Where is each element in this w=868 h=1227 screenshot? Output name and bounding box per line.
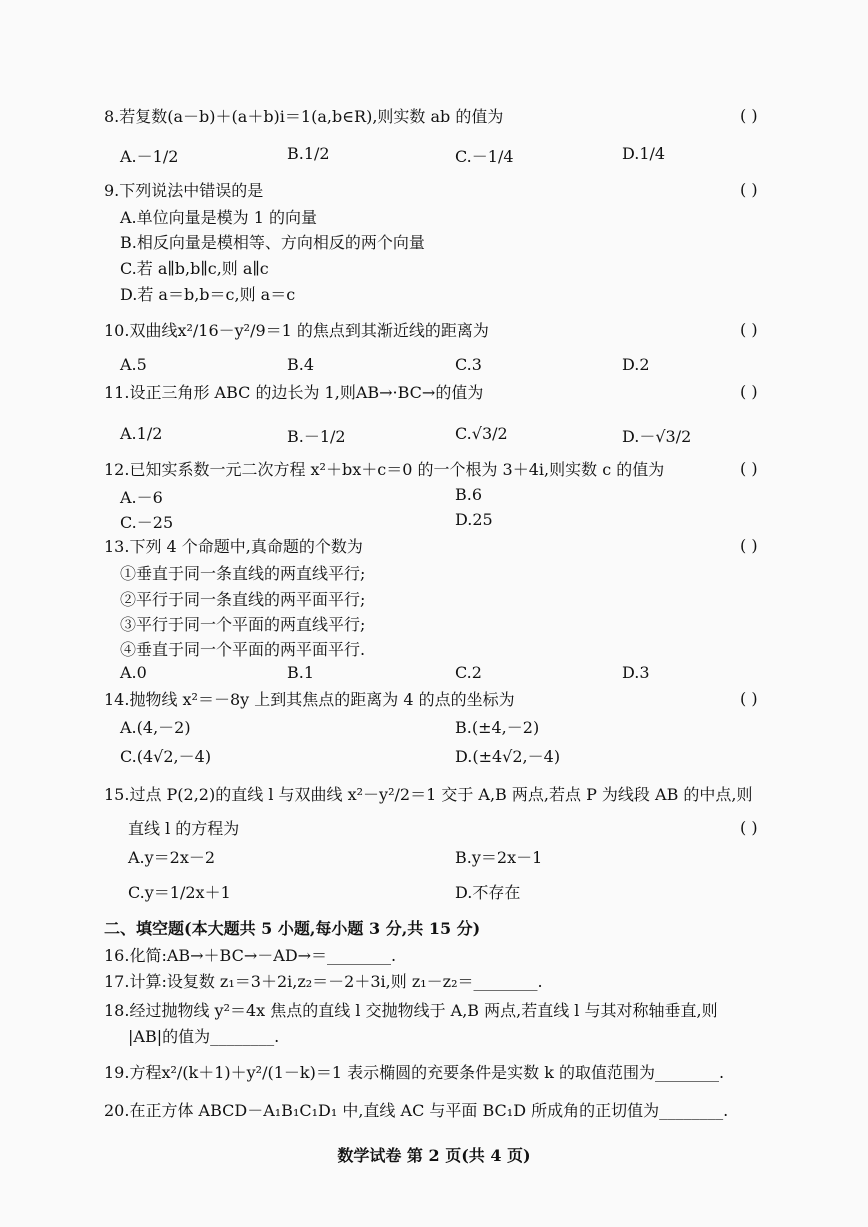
question-12-answer-paren: ( ) [740,459,758,478]
question-13-option-d: D.3 [622,663,650,682]
question-9-option-b: B.相反向量是模相等、方向相反的两个向量 [120,233,425,252]
question-14-option-b: B.(±4,－2) [455,718,540,737]
question-13-item-1: ①垂直于同一条直线的两直线平行; [120,564,366,583]
question-18-continued: |AB|的值为________. [128,1027,280,1046]
question-13-answer-paren: ( ) [740,536,758,555]
question-11-stem: 11.设正三角形 ABC 的边长为 1,则AB→·BC→的值为 [104,383,484,402]
question-15-stem: 15.过点 P(2,2)的直线 l 与双曲线 x²－y²/2＝1 交于 A,B 两点,若点 P 为线段 AB 的中点,则 [104,785,753,804]
question-13-option-c: C.2 [455,663,482,682]
question-15-option-b: B.y＝2x－1 [455,848,543,867]
question-9-option-d: D.若 a＝b,b＝c,则 a＝c [120,285,296,304]
question-9-stem: 9.下列说法中错误的是 [104,181,264,200]
question-13-option-b: B.1 [287,663,315,682]
question-12-option-d: D.25 [455,510,493,529]
question-9-answer-paren: ( ) [740,180,758,199]
question-8-answer-paren: ( ) [740,106,758,125]
question-11-option-d: D.－√3/2 [622,427,692,446]
question-8-option-b: B.1/2 [287,144,330,163]
question-10-stem: 10.双曲线x²/16－y²/9＝1 的焦点到其渐近线的距离为 [104,321,489,340]
question-13-item-2: ②平行于同一条直线的两平面平行; [120,590,366,609]
question-12-option-a: A.－6 [120,488,163,507]
question-14-option-a: A.(4,－2) [120,718,191,737]
page-footer: 数学试卷 第 2 页(共 4 页) [337,1146,531,1165]
question-20: 20.在正方体 ABCD－A₁B₁C₁D₁ 中,直线 AC 与平面 BC₁D 所成角的正切值为________. [104,1101,729,1120]
question-10-option-b: B.4 [287,355,315,374]
question-15-option-d: D.不存在 [455,883,521,902]
question-13-item-3: ③平行于同一个平面的两直线平行; [120,615,366,634]
question-11-answer-paren: ( ) [740,382,758,401]
question-14-option-d: D.(±4√2,－4) [455,747,561,766]
question-12-option-c: C.－25 [120,513,174,532]
question-10-option-d: D.2 [622,355,650,374]
question-10-option-a: A.5 [120,355,147,374]
question-8-stem: 8.若复数(a－b)＋(a＋b)i＝1(a,b∈R),则实数 ab 的值为 [104,107,504,126]
question-9-option-a: A.单位向量是模为 1 的向量 [120,208,317,227]
question-18: 18.经过抛物线 y²＝4x 焦点的直线 l 交抛物线于 A,B 两点,若直线 l 与其对称轴垂直,则 [104,1001,718,1020]
question-8-option-c: C.－1/4 [455,147,514,166]
question-11-option-c: C.√3/2 [455,424,508,443]
question-12-option-b: B.6 [455,485,483,504]
question-14-option-c: C.(4√2,－4) [120,747,212,766]
question-16: 16.化简:AB→＋BC→－AD→＝________. [104,946,397,965]
question-17: 17.计算:设复数 z₁＝3＋2i,z₂＝－2＋3i,则 z₁－z₂＝________. [104,972,543,991]
question-14-answer-paren: ( ) [740,689,758,708]
section-2-heading: 二、填空题(本大题共 5 小题,每小题 3 分,共 15 分) [104,919,481,938]
question-15-option-a: A.y＝2x－2 [128,848,216,867]
question-14-stem: 14.抛物线 x²＝－8y 上到其焦点的距离为 4 的点的坐标为 [104,690,515,709]
question-13-stem: 13.下列 4 个命题中,真命题的个数为 [104,537,363,556]
question-13-item-4: ④垂直于同一个平面的两平面平行. [120,640,366,659]
question-10-answer-paren: ( ) [740,320,758,339]
question-19: 19.方程x²/(k＋1)＋y²/(1－k)＝1 表示椭圆的充要条件是实数 k 的取值范围为________. [104,1063,725,1082]
question-12-stem: 12.已知实系数一元二次方程 x²＋bx＋c＝0 的一个根为 3＋4i,则实数 c 的值为 [104,460,665,479]
question-15-answer-paren: ( ) [740,818,758,837]
question-8-option-a: A.－1/2 [120,147,179,166]
question-11-option-b: B.－1/2 [287,427,346,446]
question-11-option-a: A.1/2 [120,424,163,443]
question-8-option-d: D.1/4 [622,144,666,163]
question-9-option-c: C.若 a∥b,b∥c,则 a∥c [120,259,269,278]
question-10-option-c: C.3 [455,355,482,374]
question-13-option-a: A.0 [120,663,147,682]
question-15-option-c: C.y＝1/2x＋1 [128,883,231,902]
question-15-stem-continued: 直线 l 的方程为 [128,819,240,838]
